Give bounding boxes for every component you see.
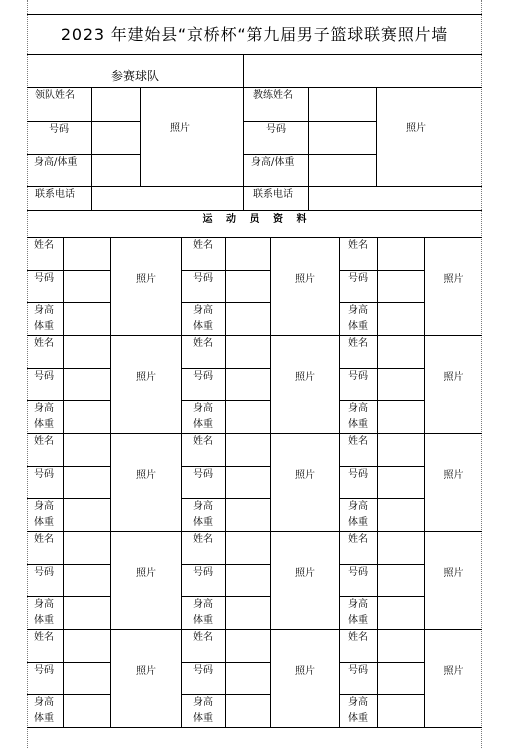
athlete-number-label: 号码 [340, 369, 378, 401]
athlete-weight-label: 体重 [348, 321, 368, 332]
athlete-name-field[interactable] [64, 238, 111, 271]
athlete-photo-label: 照片 [136, 568, 156, 579]
athlete-height-weight-field[interactable] [226, 499, 271, 532]
athlete-name-label: 姓名 [27, 630, 64, 663]
athlete-weight-label: 体重 [34, 517, 54, 528]
athlete-height-label: 身高 [348, 501, 368, 512]
athlete-weight-label: 体重 [34, 713, 54, 724]
team-name-field[interactable] [244, 55, 482, 88]
athlete-photo-cell[interactable] [271, 336, 340, 434]
athlete-height-label: 身高 [193, 599, 213, 610]
athlete-height-label: 身高 [34, 305, 54, 316]
athlete-number-label: 号码 [340, 467, 378, 499]
athlete-photo-cell[interactable] [111, 630, 182, 728]
athlete-photo-label: 照片 [136, 470, 156, 481]
athlete-height-label: 身高 [193, 403, 213, 414]
athlete-height-weight-label [182, 499, 226, 532]
athlete-number-label: 号码 [182, 467, 226, 499]
athlete-number-label: 号码 [340, 271, 378, 303]
athlete-height-label: 身高 [34, 403, 54, 414]
athlete-number-field[interactable] [378, 271, 425, 303]
athlete-photo-label: 照片 [295, 274, 315, 285]
athlete-card [27, 532, 182, 630]
athlete-number-label: 号码 [27, 271, 64, 303]
athlete-photo-label: 照片 [443, 666, 464, 677]
athlete-name-field[interactable] [64, 434, 111, 467]
athlete-photo-cell[interactable] [111, 532, 182, 630]
athlete-number-label: 号码 [340, 565, 378, 597]
leader-photo-cell[interactable] [141, 88, 244, 187]
athlete-number-label: 号码 [340, 663, 378, 695]
athlete-height-label: 身高 [348, 403, 368, 414]
athlete-name-field[interactable] [226, 434, 271, 467]
athlete-height-weight-label [340, 695, 378, 728]
athlete-height-weight-label [340, 303, 378, 336]
athlete-number-label: 号码 [182, 271, 226, 303]
athlete-name-label: 姓名 [182, 532, 226, 565]
athlete-number-label: 号码 [27, 369, 64, 401]
athlete-weight-label: 体重 [193, 713, 213, 724]
athlete-photo-cell[interactable] [425, 238, 482, 336]
athlete-photo-cell[interactable] [271, 630, 340, 728]
athlete-photo-cell[interactable] [111, 238, 182, 336]
leader-block [27, 88, 244, 211]
athlete-number-label: 号码 [182, 369, 226, 401]
coach-number-field[interactable] [309, 122, 377, 155]
leader-number-label: 号码 [27, 122, 92, 155]
athlete-height-weight-field[interactable] [226, 695, 271, 728]
athlete-photo-cell[interactable] [425, 630, 482, 728]
athlete-height-weight-label [27, 597, 64, 630]
athlete-number-field[interactable] [64, 565, 111, 597]
athlete-number-field[interactable] [64, 369, 111, 401]
athlete-name-label: 姓名 [182, 434, 226, 467]
athlete-height-weight-field[interactable] [378, 597, 425, 630]
athlete-photo-cell[interactable] [111, 434, 182, 532]
athlete-number-label: 号码 [27, 663, 64, 695]
athlete-name-label: 姓名 [340, 336, 378, 369]
athlete-height-weight-field[interactable] [226, 597, 271, 630]
athlete-name-field[interactable] [226, 336, 271, 369]
athlete-card [182, 630, 340, 728]
athlete-height-label: 身高 [348, 305, 368, 316]
leader-height-weight-field[interactable] [92, 155, 141, 187]
athlete-name-field[interactable] [64, 336, 111, 369]
coach-number-label: 号码 [244, 122, 309, 155]
athlete-card [27, 630, 182, 728]
athlete-name-field[interactable] [378, 238, 425, 271]
athlete-name-field[interactable] [378, 532, 425, 565]
athlete-photo-label: 照片 [443, 274, 464, 285]
athlete-weight-label: 体重 [34, 321, 54, 332]
athlete-photo-cell[interactable] [111, 336, 182, 434]
athlete-height-weight-field[interactable] [64, 401, 111, 434]
athlete-number-field[interactable] [378, 467, 425, 499]
athlete-photo-cell[interactable] [425, 532, 482, 630]
athlete-name-field[interactable] [378, 434, 425, 467]
athlete-card [340, 630, 482, 728]
athlete-name-label: 姓名 [27, 336, 64, 369]
athlete-height-label: 身高 [34, 697, 54, 708]
leader-height-weight-label: 身高/体重 [27, 155, 92, 187]
athlete-height-weight-field[interactable] [64, 597, 111, 630]
athlete-number-field[interactable] [64, 467, 111, 499]
athlete-grid [27, 238, 482, 728]
athlete-height-weight-field[interactable] [64, 499, 111, 532]
athlete-height-weight-label [27, 303, 64, 336]
athlete-height-label: 身高 [34, 501, 54, 512]
athlete-number-field[interactable] [226, 467, 271, 499]
athlete-card [182, 238, 340, 336]
athlete-card [340, 532, 482, 630]
athlete-height-label: 身高 [193, 501, 213, 512]
athlete-number-field[interactable] [226, 565, 271, 597]
athlete-height-weight-field[interactable] [64, 303, 111, 336]
athlete-height-weight-field[interactable] [226, 303, 271, 336]
coach-height-weight-field[interactable] [309, 155, 377, 187]
athlete-name-label: 姓名 [182, 238, 226, 271]
athlete-name-label: 姓名 [340, 532, 378, 565]
athlete-photo-cell[interactable] [425, 434, 482, 532]
athlete-weight-label: 体重 [34, 615, 54, 626]
athlete-number-label: 号码 [27, 467, 64, 499]
athlete-photo-cell[interactable] [271, 532, 340, 630]
athlete-height-label: 身高 [34, 599, 54, 610]
athlete-name-label: 姓名 [27, 238, 64, 271]
athlete-number-field[interactable] [226, 663, 271, 695]
athlete-number-field[interactable] [64, 271, 111, 303]
leader-phone-label: 联系电话 [27, 187, 92, 211]
athlete-photo-cell[interactable] [271, 434, 340, 532]
athlete-number-field[interactable] [226, 369, 271, 401]
leader-photo-label: 照片 [170, 123, 190, 134]
athlete-height-weight-label [340, 401, 378, 434]
athlete-name-label: 姓名 [340, 630, 378, 663]
athlete-photo-label: 照片 [136, 372, 156, 383]
athlete-photo-label: 照片 [295, 666, 315, 677]
athlete-card [182, 532, 340, 630]
athlete-photo-label: 照片 [136, 666, 156, 677]
athlete-photo-cell[interactable] [425, 336, 482, 434]
athlete-weight-label: 体重 [348, 517, 368, 528]
coach-phone-field[interactable] [309, 187, 482, 211]
athlete-height-weight-field[interactable] [378, 499, 425, 532]
leader-name-label: 领队姓名 [27, 88, 92, 122]
leader-phone-field[interactable] [92, 187, 244, 211]
team-label: 参赛球队 [110, 69, 159, 83]
athlete-weight-label: 体重 [193, 615, 213, 626]
athlete-photo-label: 照片 [443, 372, 464, 383]
coach-photo-cell[interactable] [377, 88, 482, 187]
athlete-weight-label: 体重 [193, 419, 213, 430]
athlete-number-field[interactable] [64, 663, 111, 695]
athlete-photo-label: 照片 [295, 470, 315, 481]
athlete-weight-label: 体重 [34, 419, 54, 430]
athlete-height-label: 身高 [193, 305, 213, 316]
athlete-number-field[interactable] [378, 565, 425, 597]
athlete-height-label: 身高 [348, 697, 368, 708]
leader-number-field[interactable] [92, 122, 141, 155]
athlete-photo-cell[interactable] [271, 238, 340, 336]
coach-photo-label: 照片 [406, 123, 426, 134]
athlete-name-label: 姓名 [27, 434, 64, 467]
athlete-height-weight-field[interactable] [64, 695, 111, 728]
athletes-section-title: 运 动 员 资 料 [27, 211, 482, 238]
athlete-height-weight-label [27, 499, 64, 532]
athlete-name-field[interactable] [226, 238, 271, 271]
team-label-cell [27, 55, 244, 88]
athlete-number-label: 号码 [182, 663, 226, 695]
athlete-name-field[interactable] [226, 532, 271, 565]
athlete-name-field[interactable] [378, 630, 425, 663]
athlete-photo-label: 照片 [295, 568, 315, 579]
athlete-name-field[interactable] [64, 630, 111, 663]
athlete-weight-label: 体重 [193, 517, 213, 528]
athlete-name-label: 姓名 [340, 238, 378, 271]
athlete-name-label: 姓名 [340, 434, 378, 467]
athlete-height-label: 身高 [193, 697, 213, 708]
athlete-photo-label: 照片 [443, 470, 464, 481]
coach-phone-label: 联系电话 [244, 187, 309, 211]
athlete-name-field[interactable] [378, 336, 425, 369]
coach-height-weight-label: 身高/体重 [244, 155, 309, 187]
athlete-number-field[interactable] [378, 369, 425, 401]
athlete-name-label: 姓名 [27, 532, 64, 565]
athlete-card [340, 434, 482, 532]
athlete-card [27, 336, 182, 434]
coach-name-field[interactable] [309, 88, 377, 122]
athlete-card [340, 336, 482, 434]
athlete-height-weight-label [182, 401, 226, 434]
athlete-weight-label: 体重 [348, 713, 368, 724]
athlete-height-weight-field[interactable] [378, 695, 425, 728]
athlete-height-weight-label [27, 695, 64, 728]
athlete-height-weight-field[interactable] [378, 303, 425, 336]
athlete-card [340, 238, 482, 336]
athlete-card [27, 238, 182, 336]
athlete-photo-label: 照片 [295, 372, 315, 383]
athlete-height-weight-label [182, 695, 226, 728]
coach-block [244, 88, 482, 211]
coach-name-label: 教练姓名 [244, 88, 309, 122]
athlete-height-weight-label [182, 597, 226, 630]
athlete-card [182, 336, 340, 434]
athlete-photo-label: 照片 [443, 568, 464, 579]
athlete-number-field[interactable] [226, 271, 271, 303]
athlete-height-weight-label [27, 401, 64, 434]
athlete-weight-label: 体重 [193, 321, 213, 332]
athlete-weight-label: 体重 [348, 615, 368, 626]
athlete-number-label: 号码 [182, 565, 226, 597]
athlete-height-weight-label [340, 597, 378, 630]
athlete-height-label: 身高 [348, 599, 368, 610]
athlete-name-field[interactable] [64, 532, 111, 565]
athlete-number-label: 号码 [27, 565, 64, 597]
athlete-height-weight-label [182, 303, 226, 336]
athlete-card [182, 434, 340, 532]
athlete-photo-label: 照片 [136, 274, 156, 285]
athlete-name-label: 姓名 [182, 630, 226, 663]
page-title: 2023 年建始县“京桥杯“第九届男子篮球联赛照片墙 [60, 24, 449, 44]
athlete-name-label: 姓名 [182, 336, 226, 369]
athlete-number-field[interactable] [378, 663, 425, 695]
athlete-height-weight-field[interactable] [226, 401, 271, 434]
athlete-card [27, 434, 182, 532]
athlete-weight-label: 体重 [348, 419, 368, 430]
leader-name-field[interactable] [92, 88, 141, 122]
athlete-name-field[interactable] [226, 630, 271, 663]
title-row [27, 14, 482, 55]
athlete-height-weight-label [340, 499, 378, 532]
athlete-height-weight-field[interactable] [378, 401, 425, 434]
